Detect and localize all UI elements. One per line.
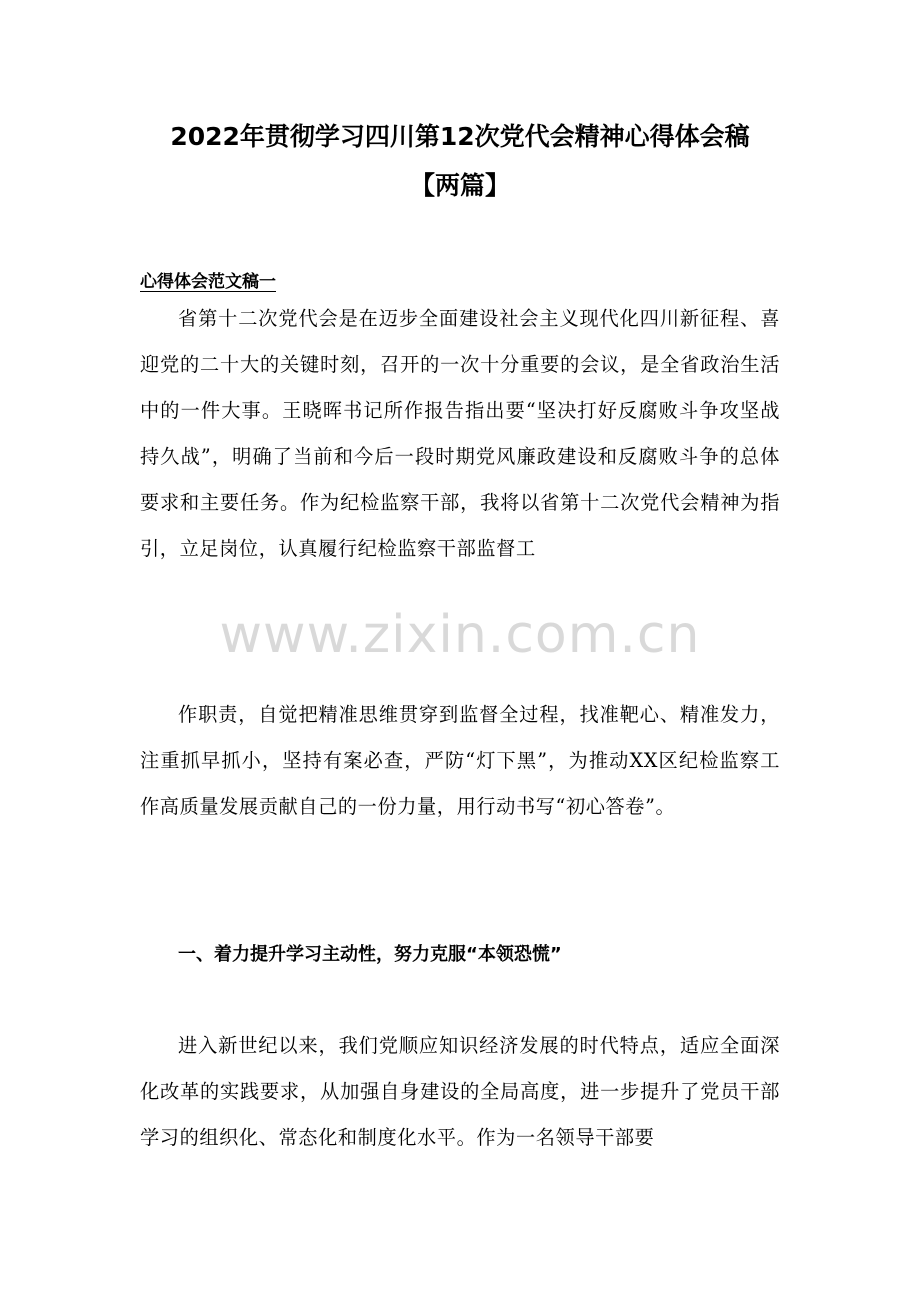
- paragraph-2: 作职责，自觉把精准思维贯穿到监督全过程，找准靶心、精准发力，注重抓早抓小，坚持有案必查，严防“灯下黑”，为推动XX区纪检监察工作高质量发展贡献自己的一份力量，用行动书写“初心答卷”。: [140, 703, 780, 818]
- document-title-line1: 2022年贯彻学习四川第12次党代会精神心得体会稿: [170, 122, 750, 151]
- heading-1: 一、着力提升学习主动性，努力克服“本领恐慌”: [178, 944, 562, 965]
- paragraph-1: 省第十二次党代会是在迈步全面建设社会主义现代化四川新征程、喜迎党的二十大的关键时刻，召开的一次十分重要的会议，是全省政治生活中的一件大事。王晓晖书记所作报告指出要“坚决打好反腐败斗争攻坚战持久战”，明确了当前和今后一段时期党风廉政建设和反腐败斗争的总体要求和主要任务。作为纪检监察干部，我将以省第十二次党代会精神为指引，立足岗位，认真履行纪检监察干部监督工: [140, 307, 780, 560]
- document-title-line2: 【两篇】: [409, 171, 510, 200]
- paragraph-3: 进入新世纪以来，我们党顺应知识经济发展的时代特点，适应全面深化改革的实践要求，从加强自身建设的全局高度，进一步提升了党员干部学习的组织化、常态化和制度化水平。作为一名领导干部要: [140, 1034, 780, 1149]
- section-label: 心得体会范文稿一: [140, 272, 276, 292]
- watermark-text: www.zixin.com.cn: [219, 605, 701, 665]
